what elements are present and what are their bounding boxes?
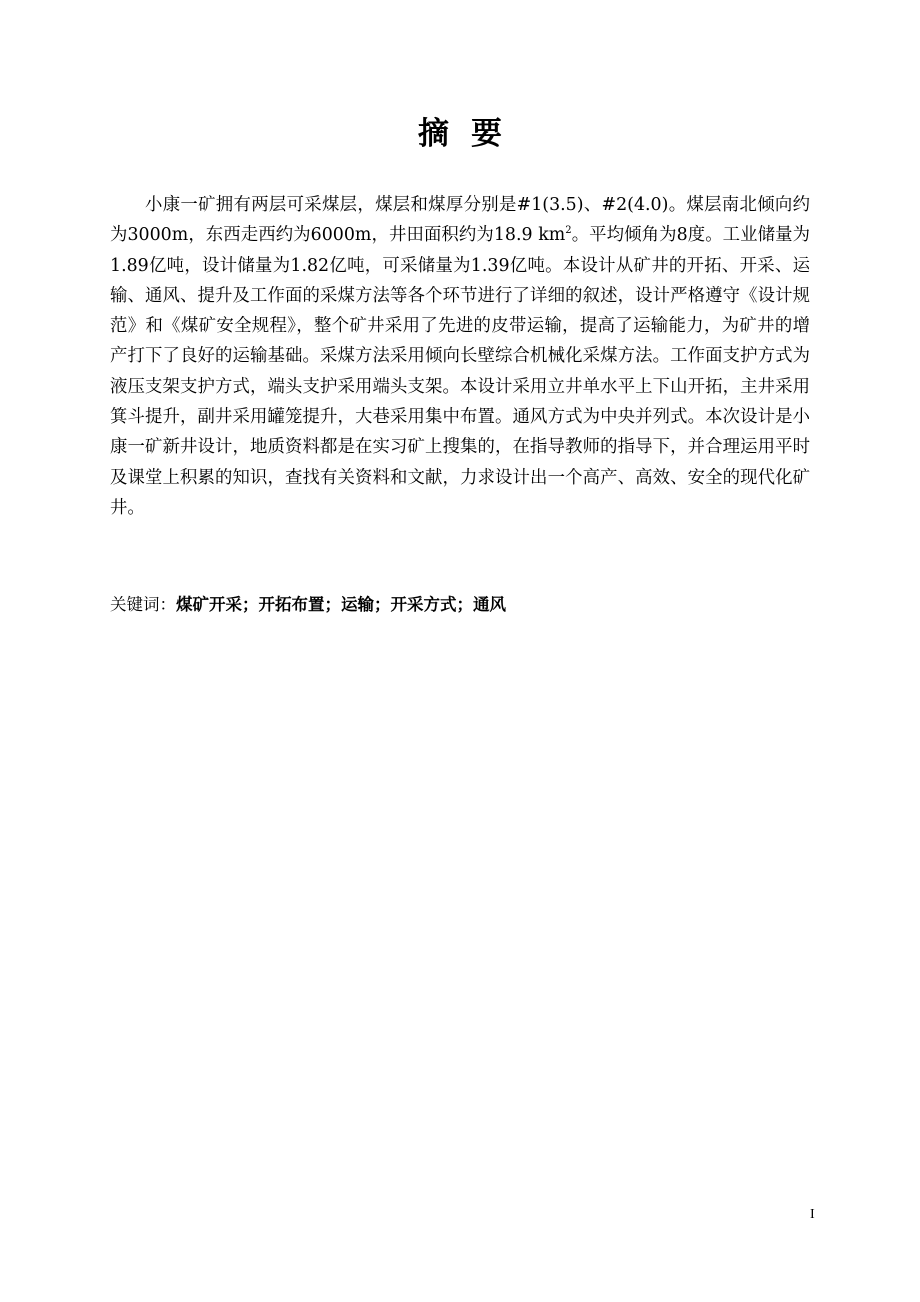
page-title [0,112,920,156]
abstract-paragraph [110,190,810,523]
abstract-text-rest: 。平均倾角为8度。工业储量为1.89亿吨，设计储量为1.82亿吨，可采储量为1.39亿吨。本设计从矿井的开拓、开采、运输、通风、提升及工作面的采煤方法等各个环节进行了详细的叙述，设计严格遵守《设计规范》和《煤矿安全规程》，整个矿井采用了先进的皮带运输，提高了运输能力，为矿井的增产打下了良好的运输基础。采煤方法采用倾向长壁综合机械化采煤方法。工作面支护方式为液压支架支护方式，端头支护采用端头支架。本设计采用立井单水平上下山开拓，主井采用箕斗提升，副井采用罐笼提升，大巷采用集中布置。通风方式为中央并列式。本次设计是小康一矿新井设计，地质资料都是在实习矿上搜集的，在指导教师的指导下，并合理运用平时及课堂上积累的知识，查找有关资料和文献，力求设计出一个高产、高效、安全的现代化矿井。 [110,225,810,518]
title-part-1: 摘 [418,116,449,152]
page-number: I [810,1207,815,1222]
abstract-text-start: 小康一矿拥有两层可采煤层，煤层和煤厚分别是#1(3.5)、#2(4.0)。煤层南北倾向约为3000m，东西走西约为6000m，井田面积约为18.9 km [110,195,810,246]
keywords-line [110,590,810,620]
keywords-label: 关键词： [110,595,176,614]
area-unit-superscript: 2 [565,225,572,237]
title-part-2: 要 [471,116,502,152]
keywords-list: 煤矿开采；开拓布置；运输；开采方式；通风 [176,595,506,614]
